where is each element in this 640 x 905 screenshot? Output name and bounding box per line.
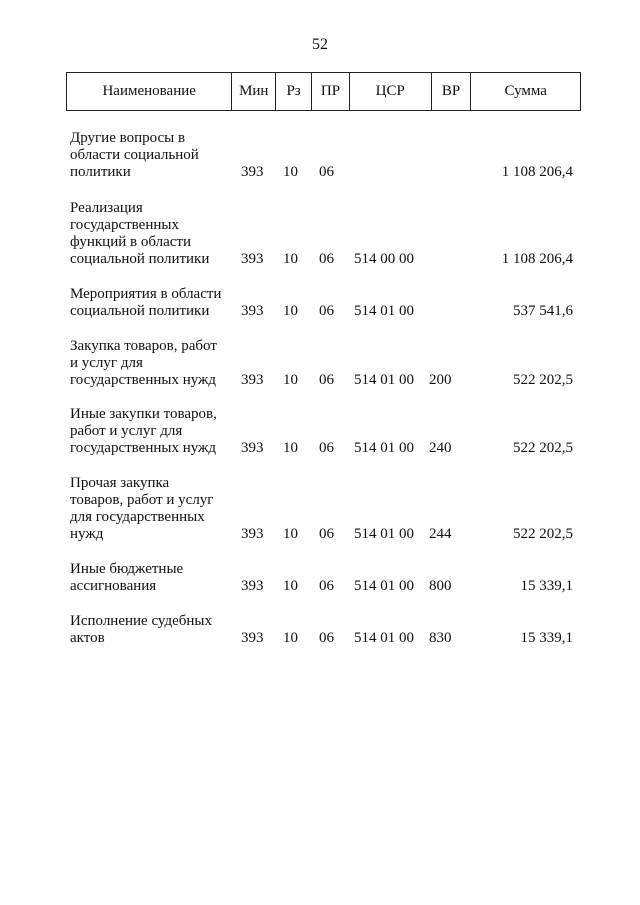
header-vr: ВР: [432, 73, 472, 110]
cell-rz: 10: [283, 164, 298, 180]
row-name-line: Иные бюджетные: [70, 561, 184, 577]
cell-sum: 1 108 206,4: [501, 164, 573, 180]
cell-pr: 06: [319, 303, 334, 319]
table-row: [0, 286, 640, 320]
cell-rz: 10: [283, 303, 298, 319]
table-row: [0, 406, 640, 457]
cell-sum: 522 202,5: [513, 372, 573, 388]
row-name-line: Иные закупки товаров,: [70, 406, 217, 422]
cell-pr: 06: [319, 372, 334, 388]
cell-csr: 514 00 00: [354, 251, 414, 267]
cell-csr: 514 01 00: [354, 440, 414, 456]
cell-min: 393: [241, 630, 264, 646]
cell-sum: 15 339,1: [520, 578, 573, 594]
cell-min: 393: [241, 578, 264, 594]
table-row: [0, 613, 640, 647]
cell-rz: 10: [283, 251, 298, 267]
cell-rz: 10: [283, 372, 298, 388]
row-name: [70, 130, 235, 181]
table-header: [66, 72, 581, 111]
cell-rz: 10: [283, 526, 298, 542]
row-name-line: Реализация: [70, 200, 143, 216]
row-name: [70, 475, 235, 543]
row-name-line: и услуг для: [70, 355, 143, 371]
header-min: Мин: [232, 73, 276, 110]
row-name-line: Прочая закупка: [70, 475, 170, 491]
cell-vr: 830: [429, 630, 452, 646]
row-name-line: Закупка товаров, работ: [70, 338, 217, 354]
cell-pr: 06: [319, 251, 334, 267]
cell-sum: 522 202,5: [513, 526, 573, 542]
cell-vr: 800: [429, 578, 452, 594]
table-row: [0, 130, 640, 181]
cell-sum: 522 202,5: [513, 440, 573, 456]
cell-csr: 514 01 00: [354, 526, 414, 542]
header-name: Наименование: [67, 73, 232, 110]
row-name-line: Другие вопросы в: [70, 130, 186, 146]
row-name: [70, 200, 235, 268]
header-rz: Рз: [276, 73, 312, 110]
cell-min: 393: [241, 164, 264, 180]
row-name-line: актов: [70, 630, 105, 646]
cell-csr: 514 01 00: [354, 372, 414, 388]
cell-csr: 514 01 00: [354, 303, 414, 319]
row-name-line: государственных нужд: [70, 372, 217, 388]
row-name: [70, 286, 235, 320]
table-row: [0, 561, 640, 595]
cell-rz: 10: [283, 440, 298, 456]
cell-vr: 244: [429, 526, 452, 542]
row-name-line: области социальной: [70, 147, 199, 163]
cell-sum: 1 108 206,4: [501, 251, 573, 267]
row-name-line: Исполнение судебных: [70, 613, 212, 629]
cell-min: 393: [241, 440, 264, 456]
row-name-line: государственных нужд: [70, 440, 217, 456]
row-name-line: товаров, работ и услуг: [70, 492, 214, 508]
cell-pr: 06: [319, 630, 334, 646]
table-row: [0, 475, 640, 543]
row-name-line: для государственных: [70, 509, 205, 525]
cell-pr: 06: [319, 164, 334, 180]
cell-pr: 06: [319, 578, 334, 594]
table-row: [0, 200, 640, 268]
cell-pr: 06: [319, 440, 334, 456]
cell-csr: 514 01 00: [354, 578, 414, 594]
cell-min: 393: [241, 526, 264, 542]
row-name-line: нужд: [70, 526, 104, 542]
cell-rz: 10: [283, 578, 298, 594]
row-name-line: Мероприятия в области: [70, 286, 222, 302]
cell-min: 393: [241, 251, 264, 267]
row-name-line: работ и услуг для: [70, 423, 183, 439]
row-name: [70, 406, 235, 457]
table-row: [0, 338, 640, 389]
row-name-line: ассигнования: [70, 578, 157, 594]
cell-csr: 514 01 00: [354, 630, 414, 646]
row-name-line: государственных: [70, 217, 179, 233]
row-name-line: политики: [70, 164, 131, 180]
cell-vr: 240: [429, 440, 452, 456]
row-name: [70, 561, 235, 595]
row-name: [70, 338, 235, 389]
header-csr: ЦСР: [350, 73, 432, 110]
cell-min: 393: [241, 303, 264, 319]
row-name-line: социальной политики: [70, 303, 210, 319]
row-name-line: социальной политики: [70, 251, 210, 267]
row-name-line: функций в области: [70, 234, 191, 250]
cell-min: 393: [241, 372, 264, 388]
cell-rz: 10: [283, 630, 298, 646]
cell-sum: 537 541,6: [513, 303, 573, 319]
cell-sum: 15 339,1: [520, 630, 573, 646]
header-pr: ПР: [312, 73, 350, 110]
page-number: 52: [312, 36, 328, 53]
header-sum: Сумма: [504, 83, 547, 99]
cell-vr: 200: [429, 372, 452, 388]
cell-pr: 06: [319, 526, 334, 542]
row-name: [70, 613, 235, 647]
